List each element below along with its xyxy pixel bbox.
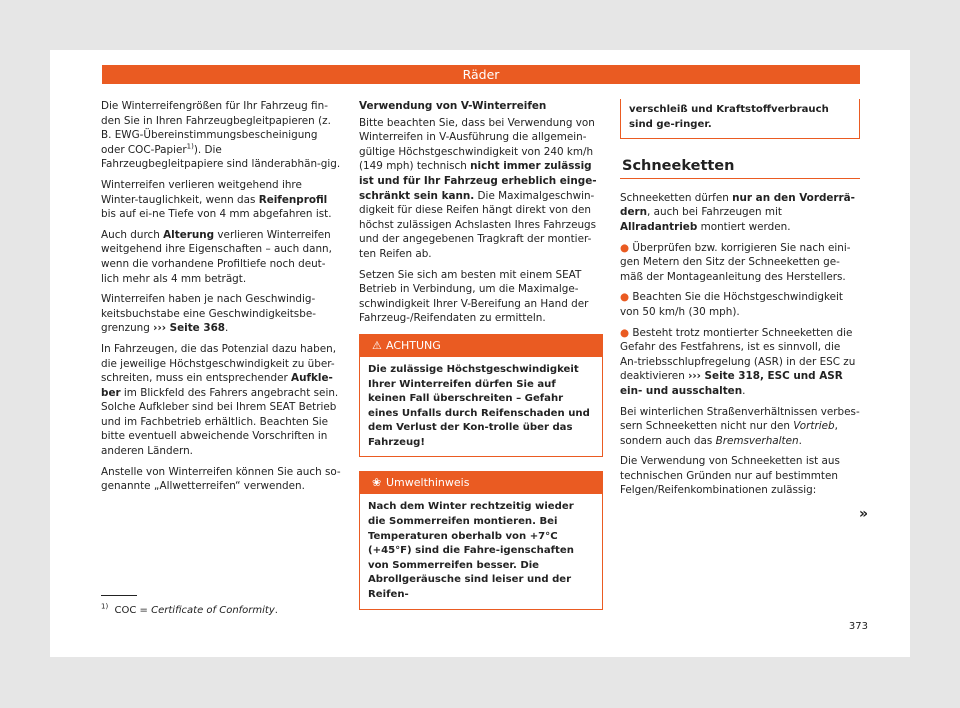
warning-triangle-icon: ⚠ <box>372 338 382 352</box>
page-header: Räder <box>102 65 860 84</box>
bullet-item: ● Besteht trotz montierter Schneeketten die Gefahr des Festfahrens, ist es sinnvoll, die An-triebsschlupfregelung (ASR) in der ESC zu deaktivieren ››› Seite 318, ESC und ASR ein- und ausschalten. <box>620 326 856 397</box>
bullet-icon: ● <box>620 241 633 254</box>
environment-box-continued <box>620 99 860 139</box>
environment-text-continued: verschleiß und Kraftstoffverbrauch sind ge-ringer. <box>629 104 829 130</box>
page-link[interactable]: ››› Seite 318, ESC und ASR ein- und ausschalten <box>620 370 843 397</box>
warning-text: Die zulässige Höchstgeschwindigkeit Ihrer Winterreifen dürfen Sie auf keinen Fall überschreiten – Gefahr eines Unfalls durch Reifenschaden und dem Verlust der Kon-trolle über das Fahrzeug! <box>368 363 590 448</box>
leaf-icon: ❀ <box>372 476 382 490</box>
bullet-item: ● Überprüfen bzw. korrigieren Sie nach eini-gen Metern den Sitz der Schneeketten ge-mäß der Montageanleitung des Herstellers. <box>620 241 851 283</box>
footnote-rule <box>101 595 137 596</box>
paragraph: Auch durch Alterung verlieren Winterreifen weitgehend ihre Eigenschaften – auch dann, wenn die vorhandene Profiltiefe noch deut-lich mehr als 4 mm beträgt. <box>101 228 332 285</box>
footnote: $^{1)}$ COC = Certificate of Conformity. <box>101 602 278 616</box>
paragraph: Schneeketten dürfen nur an den Vorderrä-dern, auch bei Fahrzeugen mit Allradantrieb montiert werden. <box>620 191 855 233</box>
page-link[interactable]: ››› Seite 368 <box>153 322 226 335</box>
paragraph: Die Winterreifengrößen für Ihr Fahrzeug fin-den Sie in Ihren Fahrzeugbegleitpapieren (z. B. EWG-Übereinstimmungsbescheinigung oder COC-Papier$^{1)}$). Die Fahrzeugbegleitpapiere sind länderabhän-gig. <box>101 100 341 171</box>
page-number: 373 <box>848 621 868 632</box>
paragraph: Bei winterlichen Straßenverhältnissen verbes-sern Schneeketten nicht nur den Vortrieb, sondern auch das Bremsverhalten. <box>620 405 860 447</box>
continue-mark: » <box>858 506 868 522</box>
environment-header: ❀ Umwelthinweis <box>360 472 602 494</box>
paragraph: In Fahrzeugen, die das Potenzial dazu haben, die jeweilige Höchstgeschwindigkeit zu über-schreiten, muss ein entsprechender Aufkle-ber im Blickfeld des Fahrers angebracht sein. Solche Aufkleber sind bei Ihrem SEAT Betrieb und im Fachbetrieb erhältlich. Beachten Sie bitte eventuell abweichende Vorschriften in anderen Ländern. <box>101 342 339 458</box>
paragraph: Die Verwendung von Schneeketten ist aus technischen Gründen nur auf bestimmten Felgen/Reifenkombinationen zulässig: <box>620 455 840 497</box>
bullet-icon: ● <box>620 291 633 304</box>
column-right <box>620 99 860 504</box>
column-middle <box>359 99 603 624</box>
manual-page <box>50 50 910 657</box>
warning-box <box>359 334 603 458</box>
bullet-item: ● Beachten Sie die Höchstgeschwindigkeit von 50 km/h (30 mph). <box>620 291 843 318</box>
warning-header: ⚠ ACHTUNG <box>360 335 602 357</box>
bullet-icon: ● <box>620 326 633 339</box>
paragraph: Setzen Sie sich am besten mit einem SEAT Betrieb in Verbindung, um die Maximalge-schwindigkeit Ihrer V-Bereifung an Hand der Fahrzeug-/Reifendaten zu ermitteln. <box>359 268 589 325</box>
environment-text: Nach dem Winter rechtzeitig wieder die Sommerreifen montieren. Bei Temperaturen oberhalb von +7°C (+45°F) sind die Fahre-igenschaften von Sommerreifen besser. Die Abrollgeräusche sind leiser und der Reifen- <box>368 501 574 601</box>
subheading: Verwendung von V-Winterreifen <box>359 100 547 112</box>
paragraph: Anstelle von Winterreifen können Sie auch so-genannte „Allwetterreifen“ verwenden. <box>101 465 341 493</box>
environment-box <box>359 471 603 609</box>
section-title: Schneeketten <box>620 159 860 179</box>
paragraph: Bitte beachten Sie, dass bei Verwendung von Winterreifen in V-Ausführung die allgemein-gültige Höchstgeschwindigkeit von 240 km/h (149 mph) technisch nicht immer zulässig ist und für Ihr Fahrzeug erheblich einge-schränkt sein kann. Die Maximalgeschwin-digkeit für diese Reifen hängt direkt von den höchst zulässigen Achslasten Ihres Fahrzeugs und der angegebenen Tragkraft der montier-ten Reifen ab. <box>359 116 597 260</box>
paragraph: Winterreifen haben je nach Geschwindig-keitsbuchstabe eine Geschwindigkeitsbe-grenzung ››› Seite 368. <box>101 293 316 335</box>
column-left <box>101 99 341 500</box>
footnote-ref: 1) <box>186 142 194 151</box>
paragraph: Winterreifen verlieren weitgehend ihre Winter-tauglichkeit, wenn das Reifenprofil bis auf ei-ne Tiefe von 4 mm abgefahren ist. <box>101 178 332 221</box>
